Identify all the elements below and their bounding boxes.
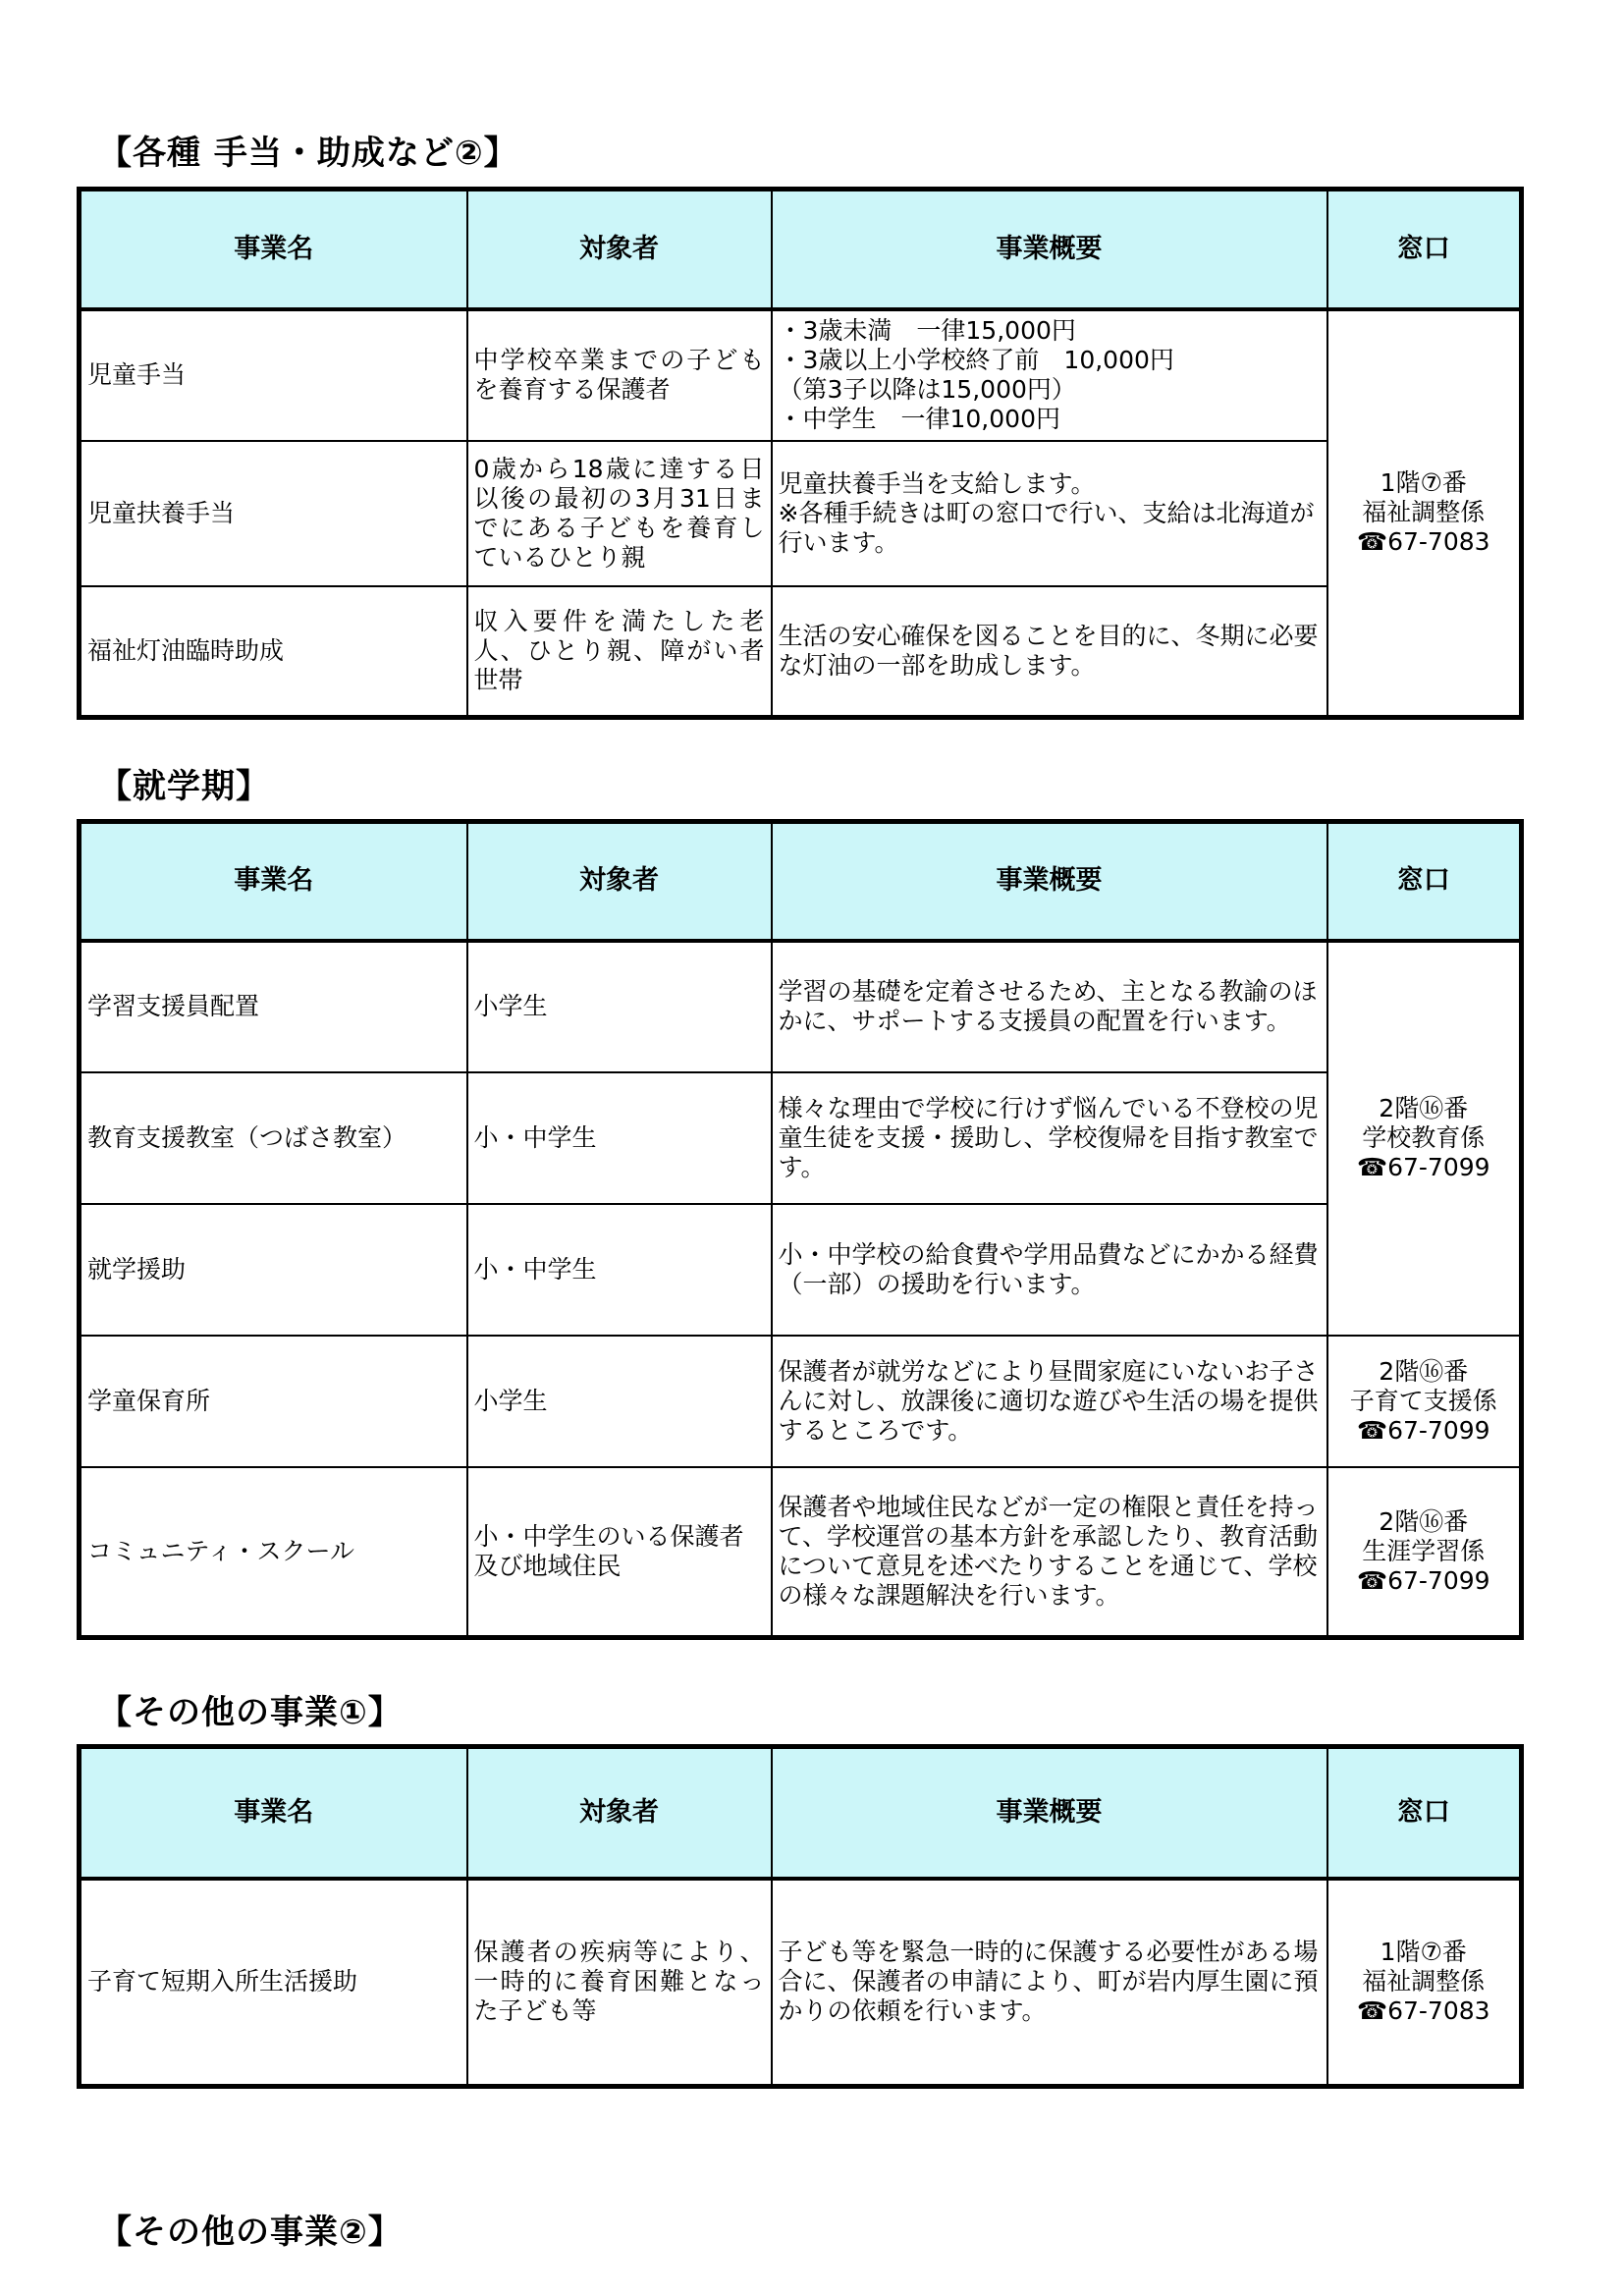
contact-window [1327, 1467, 1522, 1638]
header-target: 対象者 [467, 822, 772, 941]
window-dept: 生涯学習係 [1362, 1536, 1486, 1565]
header-window: 窓口 [1327, 822, 1522, 941]
program-name: 教育支援教室（つばさ教室） [80, 1072, 467, 1204]
table-row [80, 1204, 1522, 1336]
program-name: 児童扶養手当 [80, 441, 467, 586]
header-summary: 事業概要 [772, 822, 1327, 941]
program-name: コミュニティ・スクール [80, 1467, 467, 1638]
school-age-table [77, 819, 1524, 1640]
header-window: 窓口 [1327, 1747, 1522, 1879]
table-row [80, 941, 1522, 1072]
window-tel: ☎67-7099 [1356, 1565, 1490, 1595]
program-summary: 学習の基礎を定着させるため、主となる教諭のほかに、サポートする支援員の配置を行います。 [772, 941, 1327, 1072]
header-target: 対象者 [467, 190, 772, 309]
table-header-row [80, 190, 1522, 309]
header-summary: 事業概要 [772, 1747, 1327, 1879]
table-row [80, 1336, 1522, 1467]
table-header-row [80, 822, 1522, 941]
program-target: 収入要件を満たした老人、ひとり親、障がい者世帯 [467, 586, 772, 718]
header-name: 事業名 [80, 822, 467, 941]
allowances-table [77, 187, 1524, 720]
program-summary: 保護者や地域住民などが一定の権限と責任を持って、学校運営の基本方針を承認したり、教育活動について意見を述べたりすることを通じて、学校の様々な課題解決を行います。 [772, 1467, 1327, 1638]
window-dept: 子育て支援係 [1349, 1386, 1497, 1415]
program-summary: 保護者が就労などにより昼間家庭にいないお子さんに対し、放課後に適切な遊びや生活の場を提供するところです。 [772, 1336, 1327, 1467]
window-tel: ☎67-7083 [1356, 527, 1490, 557]
contact-window [1327, 1336, 1522, 1467]
section-title-other-programs-2: 【その他の事業②】 [98, 2213, 403, 2252]
table-row [80, 586, 1522, 718]
window-dept: 福祉調整係 [1362, 498, 1486, 527]
table-row [80, 1072, 1522, 1204]
table-row [80, 1467, 1522, 1638]
program-summary: 生活の安心確保を図ることを目的に、冬期に必要な灯油の一部を助成します。 [772, 586, 1327, 718]
program-target: 小・中学生 [467, 1204, 772, 1336]
program-target: 小・中学生のいる保護者及び地域住民 [467, 1467, 772, 1638]
table-row [80, 441, 1522, 586]
window-dept: 学校教育係 [1362, 1123, 1486, 1152]
program-summary: 児童扶養手当を支給します。 ※各種手続きは町の窓口で行い、支給は北海道が行います。 [772, 441, 1327, 586]
program-name: 学習支援員配置 [80, 941, 467, 1072]
window-floor: 2階⑯番 [1379, 1506, 1469, 1536]
contact-window [1327, 941, 1522, 1336]
section-title-other-programs-1: 【その他の事業①】 [98, 1693, 403, 1732]
program-summary: ・3歳未満 一律15,000円 ・3歳以上小学校終了前 10,000円 （第3子以降は15,000円） ・中学生 一律10,000円 [772, 309, 1327, 441]
program-name: 福祉灯油臨時助成 [80, 586, 467, 718]
program-target: 中学校卒業までの子どもを養育する保護者 [467, 309, 772, 441]
program-name: 子育て短期入所生活援助 [80, 1879, 467, 2087]
program-target: 小学生 [467, 941, 772, 1072]
window-tel: ☎67-7099 [1356, 1415, 1490, 1445]
program-summary: 小・中学校の給食費や学用品費などにかかる経費（一部）の援助を行います。 [772, 1204, 1327, 1336]
window-floor: 2階⑯番 [1379, 1094, 1469, 1122]
window-dept: 福祉調整係 [1362, 1967, 1486, 1996]
program-summary: 子ども等を緊急一時的に保護する必要性がある場合に、保護者の申請により、町が岩内厚生園に預かりの依頼を行います。 [772, 1879, 1327, 2087]
other-programs-1-table [77, 1744, 1524, 2089]
window-tel: ☎67-7083 [1356, 1996, 1490, 2026]
header-target: 対象者 [467, 1747, 772, 1879]
header-name: 事業名 [80, 190, 467, 309]
window-floor: 1階⑦番 [1380, 1938, 1467, 1967]
header-name: 事業名 [80, 1747, 467, 1879]
table-row [80, 1879, 1522, 2087]
program-summary: 様々な理由で学校に行けず悩んでいる不登校の児童生徒を支援・援助し、学校復帰を目指す教室です。 [772, 1072, 1327, 1204]
contact-window [1327, 1879, 1522, 2087]
section-title-school-age: 【就学期】 [98, 767, 270, 806]
program-target: 小・中学生 [467, 1072, 772, 1204]
program-target: 0歳から18歳に達する日以後の最初の3月31日までにある子どもを養育しているひとり親 [467, 441, 772, 586]
program-name: 学童保育所 [80, 1336, 467, 1467]
table-row [80, 309, 1522, 441]
contact-window [1327, 309, 1522, 718]
window-tel: ☎67-7099 [1356, 1153, 1490, 1181]
program-target: 小学生 [467, 1336, 772, 1467]
window-floor: 1階⑦番 [1380, 468, 1467, 498]
header-window: 窓口 [1327, 190, 1522, 309]
program-target: 保護者の疾病等により、一時的に養育困難となった子ども等 [467, 1879, 772, 2087]
header-summary: 事業概要 [772, 190, 1327, 309]
window-floor: 2階⑯番 [1379, 1356, 1469, 1386]
program-name: 就学援助 [80, 1204, 467, 1336]
section-title-allowances: 【各種 手当・助成など②】 [98, 134, 518, 173]
program-name: 児童手当 [80, 309, 467, 441]
table-header-row [80, 1747, 1522, 1879]
